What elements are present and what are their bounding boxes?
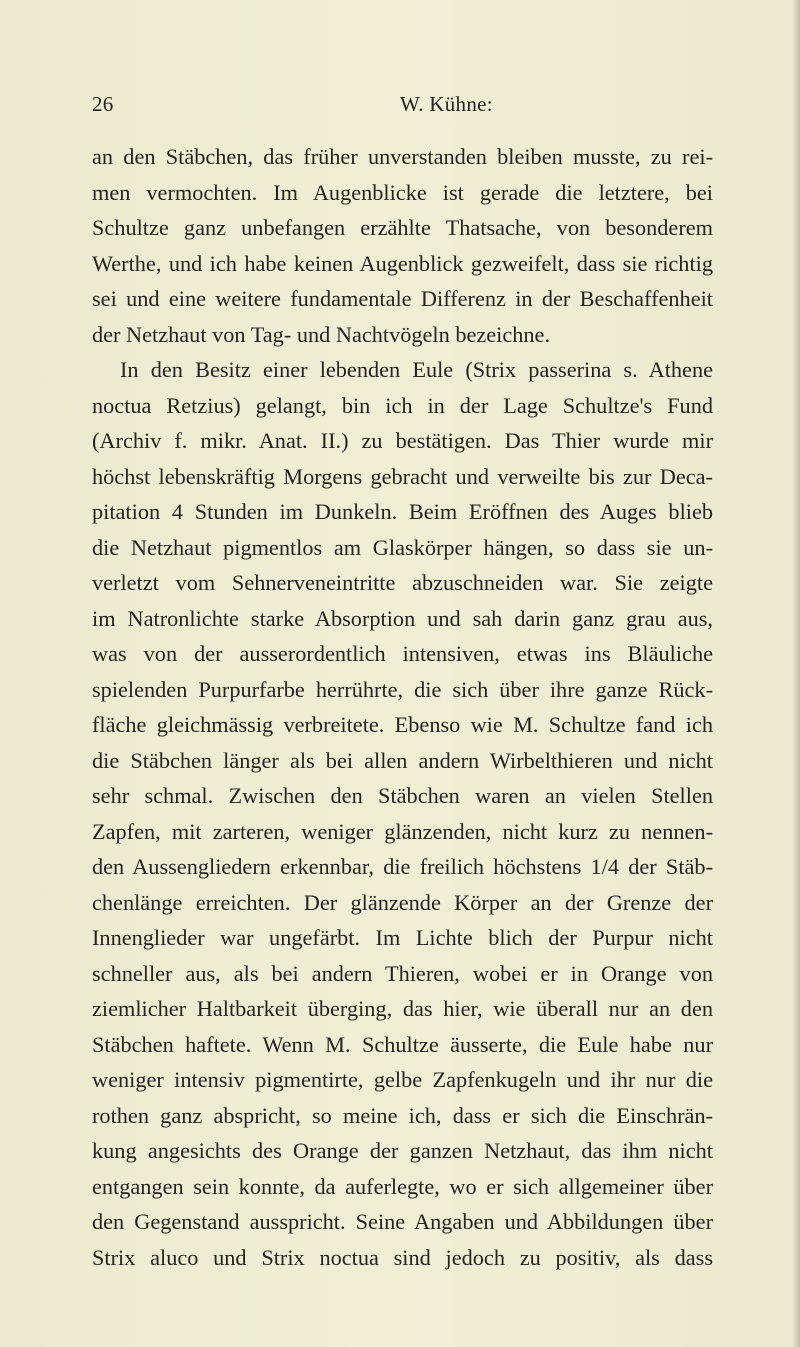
text-line: an den Stäbchen, das früher unverstanden bleiben musste, zu rei- (92, 144, 713, 169)
body-text (92, 139, 713, 1275)
text-line: höchst lebenskräftig Morgens gebracht und verweilte bis zur Deca- (92, 463, 713, 489)
text-line: men vermochten. Im Augenblicke ist gerade die letztere, bei (92, 179, 713, 205)
page-number: 26 (92, 92, 114, 116)
text-line: was von der ausserordentlich intensiven, etwas ins Bläuliche (92, 641, 713, 666)
text-line: chenlänge erreichten. Der glänzende Körper an der Grenze der (92, 889, 713, 915)
text-line: pitation 4 Stunden im Dunkeln. Beim Eröffnen des Auges blieb (92, 499, 713, 524)
text-line: (Archiv f. mikr. Anat. II.) zu bestätigen. Das Thier wurde mir (92, 428, 713, 453)
text-line: den Gegenstand ausspricht. Seine Angaben und Abbildungen über (92, 1209, 713, 1234)
text-line: Innenglieder war ungefärbt. Im Lichte blich der Purpur nicht (92, 925, 713, 950)
page-edge-shadow (792, 0, 800, 1347)
text-line: schneller aus, als bei andern Thieren, wobei er in Orange von (92, 960, 713, 986)
text-line: sei und eine weitere fundamentale Differenz in der Beschaffenheit (92, 286, 713, 311)
text-line: der Netzhaut von Tag- und Nachtvögeln bezeichne. (92, 321, 551, 347)
text-line: In den Besitz einer lebenden Eule (Strix passerina s. Athene (120, 357, 713, 382)
running-head: W. Kühne: (400, 92, 493, 116)
text-line: die Stäbchen länger als bei allen andern Wirbelthieren und nicht (92, 747, 713, 773)
text-line: entgangen sein konnte, da auferlegte, wo er sich allgemeiner über (92, 1173, 713, 1199)
text-line: die Netzhaut pigmentlos am Glaskörper hängen, so dass sie un- (92, 534, 713, 560)
page-header (0, 92, 800, 122)
text-line: fläche gleichmässig verbreitete. Ebenso wie M. Schultze fand ich (92, 712, 713, 737)
text-line: sehr schmal. Zwischen den Stäbchen waren an vielen Stellen (92, 783, 713, 808)
text-line: noctua Retzius) gelangt, bin ich in der Lage Schultze's Fund (92, 392, 713, 418)
text-line: Strix aluco und Strix noctua sind jedoch zu positiv, als dass (92, 1244, 713, 1270)
text-line: im Natronlichte starke Absorption und sah darin ganz grau aus, (92, 605, 713, 631)
text-line: spielenden Purpurfarbe herrührte, die sich über ihre ganze Rück- (92, 676, 713, 702)
text-line: weniger intensiv pigmentirte, gelbe Zapfenkugeln und ihr nur die (92, 1067, 713, 1092)
text-line: rothen ganz abspricht, so meine ich, dass er sich die Einschrän- (92, 1102, 713, 1128)
text-line: verletzt vom Sehnerveneintritte abzuschneiden war. Sie zeigte (92, 570, 713, 595)
text-line: den Aussengliedern erkennbar, die freilich höchstens 1/4 der Stäb- (92, 854, 713, 879)
text-line: Zapfen, mit zarteren, weniger glänzenden, nicht kurz zu nennen- (92, 818, 713, 844)
text-line: Werthe, und ich habe keinen Augenblick gezweifelt, dass sie richtig (92, 250, 713, 276)
text-line: Schultze ganz unbefangen erzählte Thatsache, von besonderem (92, 215, 713, 240)
text-line: Stäbchen haftete. Wenn M. Schultze äusserte, die Eule habe nur (92, 1031, 713, 1057)
text-line: ziemlicher Haltbarkeit überging, das hier, wie überall nur an den (92, 996, 713, 1021)
text-line: kung angesichts des Orange der ganzen Netzhaut, das ihm nicht (92, 1138, 713, 1163)
